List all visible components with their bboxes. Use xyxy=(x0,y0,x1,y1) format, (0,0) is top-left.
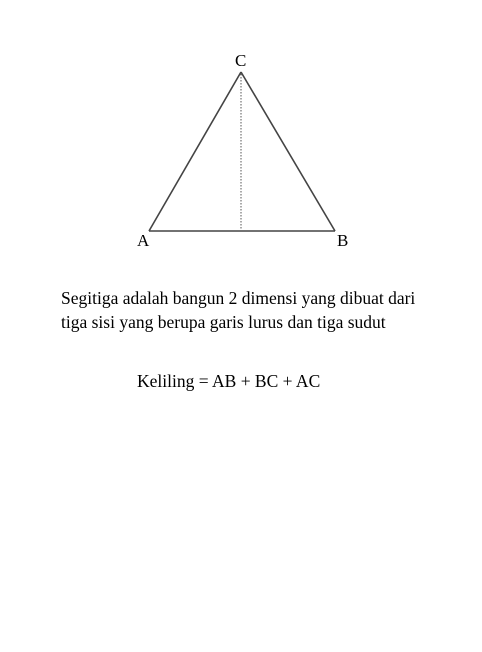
definition-line-1: Segitiga adalah bangun 2 dimensi yang dibuat dari xyxy=(61,288,416,308)
triangle-definition xyxy=(61,286,441,334)
side-ac xyxy=(149,72,241,231)
triangle-diagram xyxy=(0,0,482,260)
perimeter-formula: Keliling = AB + BC + AC xyxy=(137,371,321,391)
definition-line-2: tiga sisi yang berupa garis lurus dan tiga sudut xyxy=(61,312,386,332)
vertex-label-a: A xyxy=(137,231,150,250)
vertex-label-c: C xyxy=(235,51,247,70)
side-bc xyxy=(241,72,335,231)
vertex-label-b: B xyxy=(337,231,349,250)
